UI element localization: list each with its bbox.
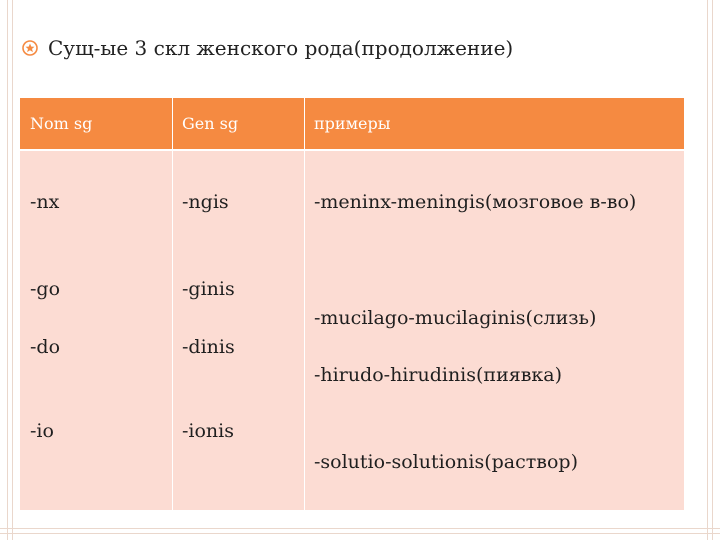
title-line <box>22 36 513 60</box>
frame-line <box>0 533 720 534</box>
nom-ending: -nx <box>30 191 60 213</box>
example: -hirudo-hirudinis(пиявка) <box>314 364 563 386</box>
nom-ending: -go <box>30 278 61 300</box>
frame-line <box>7 0 8 540</box>
gen-ending: -ionis <box>182 420 234 442</box>
gen-ending: -ngis <box>182 191 229 213</box>
gen-ending: -ginis <box>182 278 235 300</box>
header-examples: примеры <box>314 114 391 133</box>
column-divider <box>172 98 173 510</box>
slide-title: Сущ-ые 3 скл женского рода(продолжение) <box>48 36 514 60</box>
frame-line <box>707 0 708 540</box>
example: -mucilago-mucilaginis(слизь) <box>314 307 597 329</box>
frame-line <box>712 0 713 540</box>
declension-table <box>20 98 684 510</box>
header-divider <box>20 149 684 151</box>
frame-line <box>12 0 13 540</box>
example: -solutio-solutionis(раствор) <box>314 451 578 473</box>
frame-line <box>0 528 720 529</box>
nom-ending: -do <box>30 336 61 358</box>
header-gen-sg: Gen sg <box>182 114 239 133</box>
header-nom-sg: Nom sg <box>30 114 93 133</box>
gen-ending: -dinis <box>182 336 235 358</box>
star-bullet-icon <box>22 40 38 56</box>
column-divider <box>304 98 305 510</box>
example: -meninx-meningis(мозговое в-во) <box>314 191 637 213</box>
nom-ending: -io <box>30 420 54 442</box>
